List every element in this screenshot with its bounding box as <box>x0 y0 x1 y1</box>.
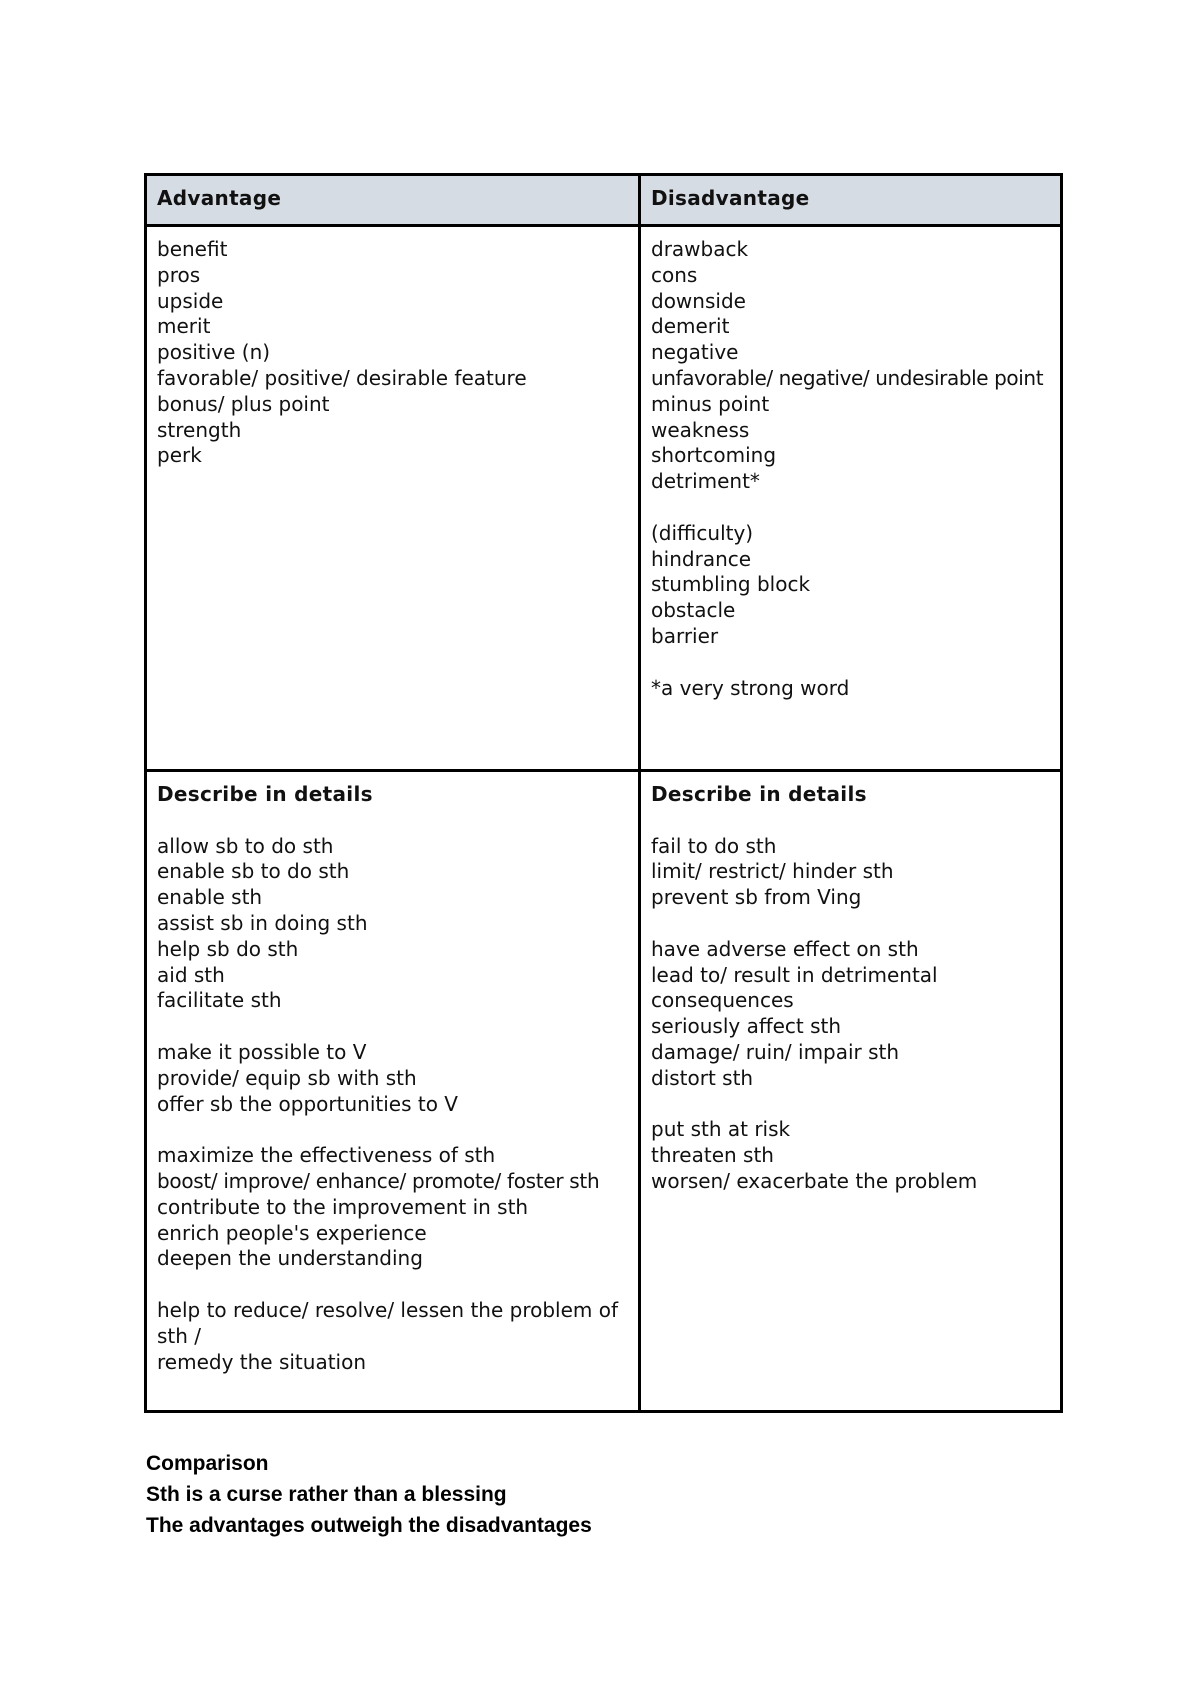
disadvantage-details-cell <box>640 771 1062 1412</box>
difficulty-term: obstacle <box>651 598 736 623</box>
disadvantage-term: downside <box>651 288 746 313</box>
advantage-term: upside <box>157 288 224 313</box>
comparison-heading: Comparison <box>146 1452 269 1475</box>
difficulty-term: hindrance <box>651 546 752 571</box>
phrase: threaten sth <box>651 1143 774 1168</box>
phrase: contribute to the improvement in sth <box>157 1194 529 1219</box>
phrase: prevent sb from Ving <box>651 885 862 910</box>
advantage-terms-cell <box>146 226 640 771</box>
phrase: assist sb in doing sth <box>157 910 368 935</box>
disadvantage-term: demerit <box>651 314 730 339</box>
phrase: aid sth <box>157 962 225 987</box>
phrase: seriously affect sth <box>651 1014 842 1039</box>
advantage-term: positive (n) <box>157 340 271 365</box>
advantage-term: favorable/ positive/ desirable feature <box>157 365 527 390</box>
disadvantage-term: shortcoming <box>651 443 777 468</box>
phrase: put sth at risk <box>651 1117 791 1142</box>
advantage-details-heading: Describe in details <box>157 782 373 806</box>
phrase: lead to/ result in detrimental consequences <box>651 962 938 1013</box>
spacer <box>157 808 628 834</box>
advantage-term: benefit <box>157 237 228 261</box>
header-row <box>146 175 1062 226</box>
phrase: distort sth <box>651 1065 754 1090</box>
spacer <box>651 808 1050 834</box>
advantage-details-cell <box>146 771 640 1412</box>
disadvantage-term: detriment* <box>651 469 760 494</box>
disadvantage-term: weakness <box>651 417 750 442</box>
phrase: enable sb to do sth <box>157 859 350 884</box>
difficulty-term: (difficulty) <box>651 520 754 545</box>
phrase: provide/ equip sb with sth <box>157 1065 417 1090</box>
disadvantage-term: negative <box>651 340 739 365</box>
phrase: boost/ improve/ enhance/ promote/ foster sth <box>157 1168 600 1193</box>
phrase: help sb do sth <box>157 936 299 961</box>
spacer <box>157 1014 628 1040</box>
phrase: fail to do sth <box>651 833 777 858</box>
disadvantage-term: minus point <box>651 391 770 416</box>
footnote: *a very strong word <box>651 675 850 700</box>
advantage-term: pros <box>157 262 201 287</box>
disadvantage-header: Disadvantage <box>640 175 1062 226</box>
spacer <box>157 1117 628 1143</box>
phrase: damage/ ruin/ impair sth <box>651 1039 900 1064</box>
phrase: maximize the effectiveness of sth <box>157 1143 496 1168</box>
phrase: help to reduce/ resolve/ lessen the problem of sth / <box>157 1297 619 1348</box>
terms-row <box>146 226 1062 771</box>
comparison-line: Sth is a curse rather than a blessing <box>146 1483 507 1506</box>
vocabulary-table <box>144 173 1063 1413</box>
spacer <box>157 1272 628 1298</box>
comparison-line: The advantages outweigh the disadvantages <box>146 1514 592 1537</box>
spacer <box>651 911 1050 937</box>
disadvantage-details-heading: Describe in details <box>651 782 867 806</box>
difficulty-term: stumbling block <box>651 572 811 597</box>
disadvantage-term: unfavorable/ negative/ undesirable point <box>651 365 1044 390</box>
advantage-term: strength <box>157 417 242 442</box>
phrase: have adverse effect on sth <box>651 936 919 961</box>
phrase: limit/ restrict/ hinder sth <box>651 859 894 884</box>
phrase: make it possible to V <box>157 1039 367 1064</box>
disadvantage-term: cons <box>651 262 698 287</box>
phrase: facilitate sth <box>157 988 282 1013</box>
phrase: deepen the understanding <box>157 1246 423 1271</box>
phrase: offer sb the opportunities to V <box>157 1091 458 1116</box>
comparison-section <box>146 1448 592 1541</box>
spacer <box>651 650 1050 676</box>
phrase: enrich people's experience <box>157 1220 427 1245</box>
spacer <box>651 495 1050 521</box>
spacer <box>651 1092 1050 1118</box>
difficulty-term: barrier <box>651 623 719 648</box>
advantage-term: bonus/ plus point <box>157 391 330 416</box>
phrase: allow sb to do sth <box>157 833 334 858</box>
advantage-term: merit <box>157 314 211 339</box>
details-row <box>146 771 1062 1412</box>
advantage-header: Advantage <box>146 175 640 226</box>
phrase: enable sth <box>157 885 263 910</box>
phrase: worsen/ exacerbate the problem <box>651 1168 978 1193</box>
disadvantage-term: drawback <box>651 237 749 261</box>
phrase: remedy the situation <box>157 1349 367 1374</box>
disadvantage-terms-cell <box>640 226 1062 771</box>
advantage-term: perk <box>157 443 202 468</box>
